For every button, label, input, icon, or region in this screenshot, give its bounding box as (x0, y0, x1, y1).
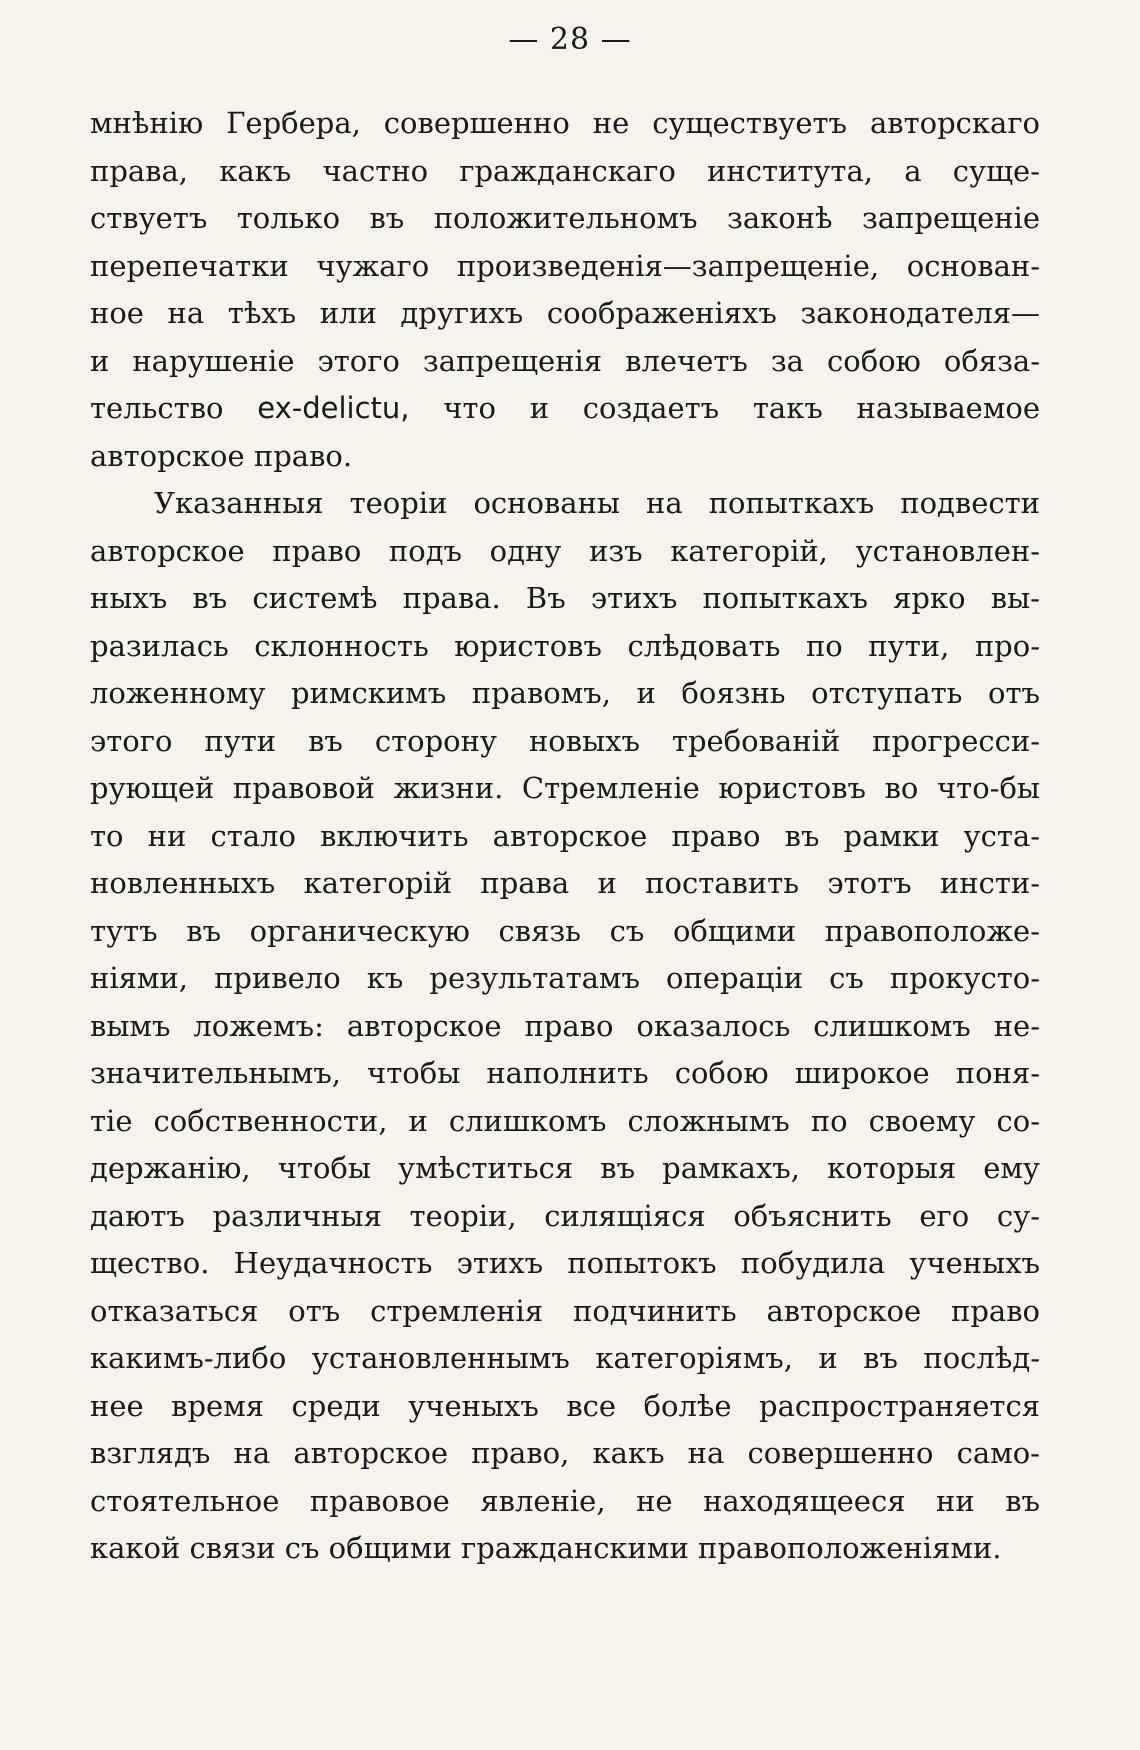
body-text (90, 100, 1040, 1573)
text-line: мнѣнію Гербера, совершенно не существуетъ авторскаго (90, 106, 1040, 140)
text-line: этого пути въ сторону новыхъ требованій прогресси- (90, 723, 1040, 758)
text-line: права, какъ частно гражданскаго института, а суще- (90, 153, 1040, 188)
text-line: Указанныя теоріи основаны на попыткахъ подвести (154, 486, 1040, 520)
text-line: новленныхъ категорій права и поставить этотъ инсти- (90, 866, 1040, 900)
text-line: авторское право подъ одну изъ категорій, установлен- (90, 533, 1040, 568)
text-line: взглядъ на авторское право, какъ на совершенно само- (90, 1436, 1040, 1470)
text-line: ствуетъ только въ положительномъ законѣ запрещеніе (90, 201, 1040, 235)
text-line: тутъ въ органическую связь съ общими правоположе- (90, 913, 1040, 948)
text-line: ніями, привело къ результатамъ операціи съ прокусто- (90, 961, 1040, 995)
text-line: даютъ различныя теоріи, силящіяся объяснить его су- (90, 1198, 1040, 1233)
text-line: авторское право. (90, 438, 353, 473)
text-line: тіе собственности, и слишкомъ сложнымъ по своему со- (90, 1103, 1040, 1138)
text-line: ложенному римскимъ правомъ, и боязнь отступать отъ (90, 676, 1040, 710)
text-line: разилась склонность юристовъ слѣдовать по пути, про- (90, 628, 1040, 663)
text-line: какой связи съ общими гражданскими правоположеніями. (90, 1531, 1002, 1565)
text-fragment: тельство (90, 391, 224, 425)
text-line: значительнымъ, чтобы наполнить собою широкое поня- (90, 1056, 1040, 1090)
text-fragment: что и создаетъ такъ называемое (443, 391, 1040, 425)
paragraph-1 (90, 100, 1040, 480)
text-line: ныхъ въ системѣ права. Въ этихъ попыткахъ ярко вы- (90, 581, 1040, 615)
text-line: рующей правовой жизни. Стремленіе юристовъ во что-бы (90, 771, 1040, 805)
text-line: то ни стало включить авторское право въ рамки уста- (90, 818, 1040, 853)
page-number: — 28 — (508, 22, 632, 57)
latin-term: ex-delictu, (257, 391, 410, 425)
paragraph-2 (90, 480, 1040, 1573)
text-line: щество. Неудачность этихъ попытокъ побудила ученыхъ (90, 1246, 1040, 1280)
text-line (90, 385, 1040, 433)
text-line: держанію, чтобы умѣститься въ рамкахъ, которыя ему (90, 1151, 1040, 1185)
text-line: и нарушеніе этого запрещенія влечетъ за собою обяза- (90, 343, 1040, 378)
text-line: перепечатки чужаго произведенія—запрещеніе, основан- (90, 248, 1040, 283)
text-line: отказаться отъ стремленія подчинить авторское право (90, 1293, 1040, 1328)
text-line: вымъ ложемъ: авторское право оказалось слишкомъ не- (90, 1008, 1040, 1043)
text-line: ное на тѣхъ или другихъ соображеніяхъ законодателя— (90, 296, 1040, 330)
text-line: стоятельное правовое явленіе, не находящееся ни въ (90, 1483, 1040, 1518)
text-line: нее время среди ученыхъ все болѣе распространяется (90, 1388, 1040, 1423)
text-line: какимъ-либо установленнымъ категоріямъ, и въ послѣд- (90, 1341, 1040, 1375)
